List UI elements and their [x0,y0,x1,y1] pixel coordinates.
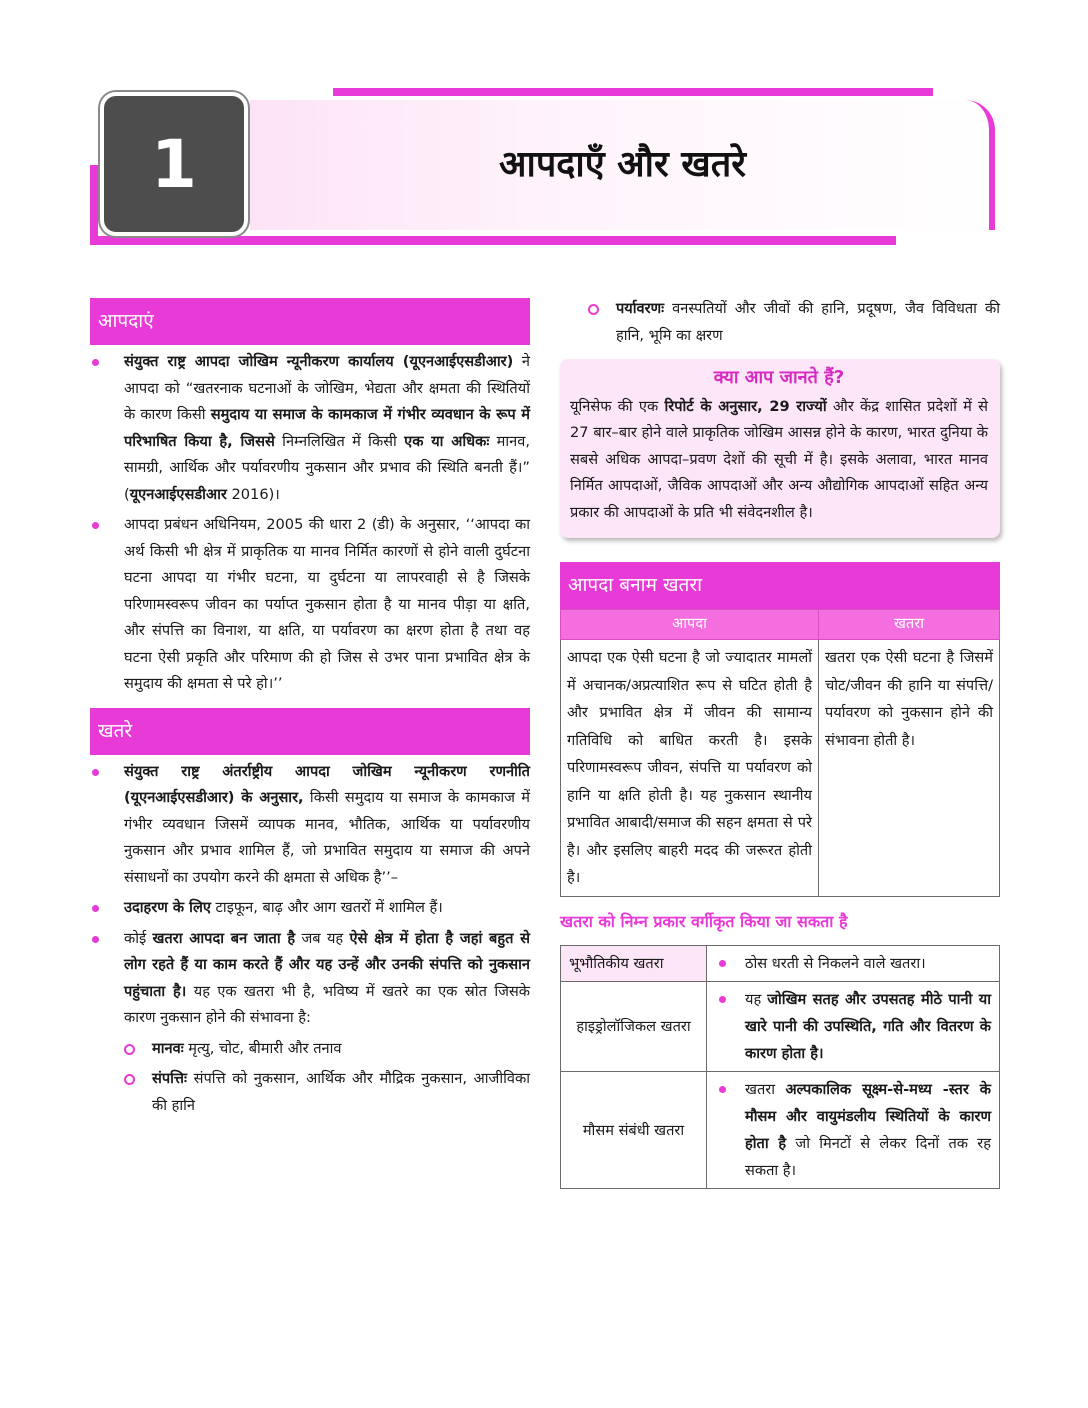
text: जो मिनटों से लेकर दिनों तक रह सकता है। [745,1135,991,1179]
classification-title: खतरा को निम्न प्रकार वर्गीकृत किया जा सकता है [560,911,848,931]
text: यह एक खतरा भी है, भविष्य में खतरे का एक स्रोत जिसके कारण नुकसान होने की संभावना है: [124,982,531,1026]
table-row [561,640,1000,897]
classification-table [560,945,1000,1189]
row-desc-hydrological [707,982,1000,1072]
row-desc-geophysical [707,946,1000,982]
did-you-know-text [570,394,988,527]
text-bold: खतरा आपदा बन जाता है [152,929,296,947]
left-column [90,298,530,1123]
text: खतरा [745,1081,786,1098]
header-bottom-bar [90,236,896,245]
table-header-row [561,610,1000,640]
compare-table [560,609,1000,897]
text: मृत्यु, चोट, बीमारी और तनाव [183,1039,342,1057]
text: जब यह [295,929,350,947]
text: किसी समुदाय या समाज के कामकाज में गंभीर व्यवधान जिसमें व्यापक मानव, भौतिक, आर्थिक या पर्यावरणीय नुकसान और प्रभाव शामिल हैं, जो प्रभावित समुदाय या समाज की अपने संसाधनों का उपयोग करने की क्षमता से अधिक है’’– [124,789,530,886]
text: निम्नलिखित में किसी [274,432,405,450]
cell-aapda: आपदा एक ऐसी घटना है जो ज्यादातर मामलों में अचानक/अप्रत्याशित रूप से घटित होती है और प्रभावित क्षेत्र में जीवन की सामान्य गतिविधि को बाधित करती है। इसके परिणामस्वरूप जीवन, संपत्ति या पर्यावरण को हानि या क्षति होती है। यह नुकसान स्थानीय प्रभावित आबादी/समाज की सहन क्षमता से परे है। और इसलिए बाहरी मदद की जरूरत होती है। [561,640,819,897]
text: मानव, सामग्री, आर्थिक और पर्यावरणीय नुकसान और प्रभाव की स्थिति बनती हैं।” ( [124,432,531,503]
text: यूनिसेफ की एक [570,397,665,415]
list-item [90,926,530,1120]
text-bold: संयुक्त राष्ट्र आपदा जोखिम न्यूनीकरण कार्यालय (यूएनआईएसडीआर) [124,353,514,370]
text: 2016)। [226,485,280,503]
chapter-number: 1 [100,92,248,236]
did-you-know-title: क्या आप जानते हैं? [713,367,845,388]
column-header-khatra: खतरा [819,610,1000,640]
text: ठोस धरती से निकलने वाले खतरा। [745,955,926,972]
text-bold: रिपोर्ट के अनुसार, 29 राज्यों [664,397,827,415]
table-row [561,982,1000,1072]
row-label-hydrological: हाइड्रोलॉजिकल खतरा [561,982,707,1072]
section-heading-aapda: आपदाएं [90,298,530,345]
column-header-aapda: आपदा [561,610,819,640]
text: वनस्पतियों और जीवों की हानि, प्रदूषण, जैव विविधता की हानि, भूमि का क्षरण [616,300,1000,344]
sublist-item-human [124,1036,530,1063]
list-item [90,895,530,922]
khatre-list [90,759,530,1120]
cell-khatra: खतरा एक ऐसी घटना है जिसमें चोट/जीवन की हानि या संपत्ति/पर्यावरण को नुकसान होने की संभावना होती है। [819,640,1000,897]
text-bold: ऐसे क्षेत्र में होता है जहां बहुत से लोग रहते हैं या काम करते हैं और यह उन्हें और उनकी संपत्ति को नुकसान पहुंचाता है। [124,929,531,1000]
table-row [561,946,1000,982]
table-row [561,1072,1000,1189]
text: कोई [124,929,153,947]
text-bold: संपत्तिः [152,1070,187,1087]
row-label-geophysical: भूभौतिकीय खतरा [561,946,707,982]
row-label-meteorological: मौसम संबंधी खतरा [561,1072,707,1189]
list-item: आपदा प्रबंधन अधिनियम, 2005 की धारा 2 (डी) के अनुसार, ‘‘आपदा का अर्थ किसी भी क्षेत्र में प्राकृतिक या मानव निर्मित कारणों से होने वाली दुर्घटना घटना आपदा या गंभीर घटना, या दुर्घटना या लापरवाही से है जिसके परिणामस्वरूप जीवन का पर्याप्त नुकसान होता है या मानव पीड़ा या क्षति, और संपत्ति का विनाश, या क्षति, या पर्यावरण का क्षरण होता है तथा वह घटना ऐसी प्रकृति और परिमाण की हो जिस से उभर पाना प्रभावित क्षेत्र के समुदाय की क्षमता से परे हो।’’ [90,512,530,698]
header-left-bar [90,165,98,245]
sublist-item-environment [588,296,1000,349]
header-top-bar [333,88,933,96]
impact-sublist [124,1036,530,1120]
row-desc-meteorological [707,1072,1000,1189]
text-bold: जोखिम सतह और उपसतह मीठे पानी या खारे पानी की उपस्थिति, गति और वितरण के कारण होता है। [745,991,991,1062]
text-bold: समुदाय या समाज के कामकाज में गंभीर व्यवधान के रूप में परिभाषित किया है, जिससे [124,406,530,450]
text-bold: पर्यावरणः [616,300,665,317]
text-bold: संयुक्त राष्ट्र अंतर्राष्ट्रीय आपदा जोखिम न्यूनीकरण रणनीति (यूएनआईएसडीआर) के अनुसार, [124,762,530,806]
text: यह [745,991,768,1008]
chapter-title: आपदाएँ और खतरे [499,144,746,185]
section-heading-khatre: खतरे [90,708,530,755]
text-bold: मानवः [152,1039,184,1057]
right-column [560,296,1000,1189]
text: टाइफून, बाढ़ और आग खतरों में शामिल हैं। [210,899,443,916]
list-item [90,349,530,508]
text: ने आपदा को “खतरनाक घटनाओं के जोखिम, भेद्यता और क्षमता की स्थितियों के कारण किसी [124,353,530,423]
text-bold: यूएनआईएसडीआर [129,485,227,503]
impact-sublist-continued [560,296,1000,349]
text: संपत्ति को नुकसान, आर्थिक और मौद्रिक नुकसान, आजीविका की हानि [152,1070,530,1114]
list-item [90,759,530,892]
section-heading-compare: आपदा बनाम खतरा [560,562,1000,609]
did-you-know-box [560,359,1000,538]
text-bold: उदाहरण के लिए [124,899,211,916]
text: और केंद्र शासित प्रदेशों में से 27 बार–बार होने वाले प्राकृतिक जोखिम आसन्न होने के कारण, भारत दुनिया के सबसे अधिक आपदा–प्रवण देशों की सूची में है। इसके अलावा, भारत मानव निर्मित आपदाओं, जैविक आपदाओं और अन्य औद्योगिक आपदाओं सहित अन्य प्रकार की आपदाओं के प्रति भी संवेदनशील है। [570,397,988,521]
text-bold: अल्पकालिक सूक्ष्म-से-मध्य -स्तर के मौसम और वायुमंडलीय स्थितियों के कारण होता है [745,1081,991,1152]
sublist-item-property [124,1066,530,1119]
aapda-list [90,349,530,698]
text-bold: एक या अधिकः [404,432,490,450]
